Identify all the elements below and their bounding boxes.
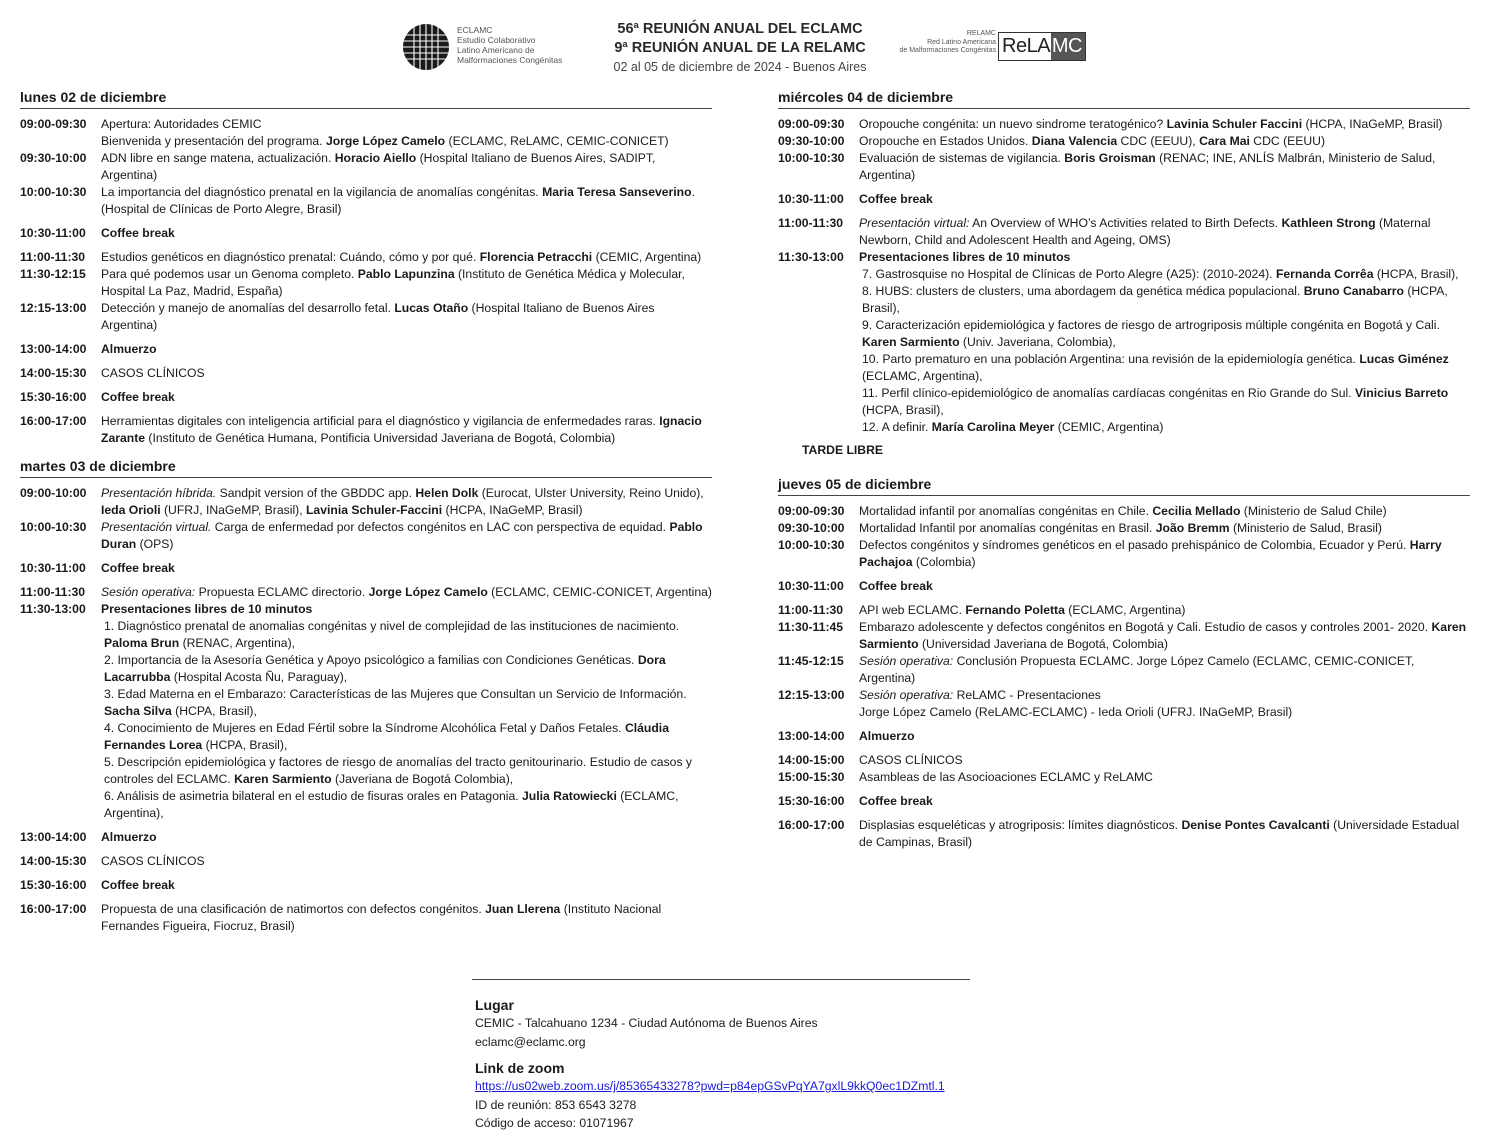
speaker-name: Diana Valencia [1031,134,1118,148]
time-slot: 16:00-17:00 [778,818,845,832]
speaker-name: Karen Sarmiento [234,772,332,786]
presentation-item: 3. Edad Materna en el Embarazo: Características de las Mujeres que Consultan un Servicio de Información. Sacha Silva (HCPA, Brasil), [104,687,687,718]
time-slot: 10:30-11:00 [20,226,86,240]
session-desc [101,601,712,822]
schedule-row [778,116,1470,133]
break-label: Coffee break [101,878,175,892]
schedule-row [20,853,712,870]
session-desc [859,249,1470,436]
schedule-row [778,769,1470,786]
session-heading: Presentaciones libres de 10 minutos [859,250,1071,264]
speaker-name: Ieda Orioli [101,503,161,517]
day-miercoles [778,88,1470,459]
session-desc [859,728,1470,745]
speaker-name: Pablo Duran [101,520,703,551]
venue-footer [472,979,970,1133]
relamc-logo-line: RELAMC [966,30,996,37]
speaker-name: Cara Mai [1199,134,1250,148]
speaker-name: João Bremm [1155,521,1230,535]
break-label: Coffee break [101,226,175,240]
speaker-name: Boris Groisman [1064,151,1156,165]
time-slot: 10:00-10:30 [778,538,845,552]
day-martes [20,457,712,935]
day-title: miércoles 04 de diciembre [778,88,1470,109]
session-desc: Sesión operativa: ReLAMC - Presentaciones Jorge López Camelo (ReLAMC-ECLAMC) - Ieda Orioli (UFRJ. INaGeMP, Brasil) [859,687,1470,721]
session-desc [101,829,712,846]
presentation-item: 4. Conocimiento de Mujeres en Edad Fértil sobre la Síndrome Alcohólica Fetal y Daños Fetales. Cláudia Fernandes Lorea (HCPA, Brasil), [104,721,669,752]
time-slot: 14:00-15:00 [778,753,845,767]
speaker-name: Dora Lacarrubba [104,653,666,684]
schedule-row [20,519,712,553]
zoom-link[interactable]: https://us02web.zoom.us/j/85365433278?pwd=p84epGSvPqYA7gxlL9kkQ0ec1DZmtl.1 [475,1079,945,1093]
speaker-name: Bruno Canabarro [1303,284,1404,298]
speaker-name: Fernando Poletta [965,603,1065,617]
speaker-name: Jorge López Camelo [325,134,446,148]
schedule-row [20,413,712,447]
session-desc: Estudios genéticos en diagnóstico prenatal: Cuándo, cómo y por qué. Florencia Petracchi (CEMIC, Argentina) [101,250,702,264]
session-desc: CASOS CLÍNICOS [101,366,205,380]
speaker-name: Karen Sarmiento [859,620,1467,651]
time-slot: 15:00-15:30 [778,770,845,784]
day-title: jueves 05 de diciembre [778,475,1470,496]
eclamc-logo-line: Latino Americano de [457,45,535,55]
schedule-row [778,578,1470,595]
speaker-name: Lucas Giménez [1359,352,1449,366]
presentation-item: 7. Gastrosquise no Hospital de Clínicas de Porto Alegre (A25): (2010-2024). Fernanda Corrêa (HCPA, Brasil), [862,267,1459,281]
schedule-row [778,728,1470,745]
time-slot: 11:00-11:30 [20,585,86,599]
time-slot: 11:45-12:15 [778,654,844,668]
session-desc: Para qué podemos usar un Genoma completo. Pablo Lapunzina (Instituto de Genética Médica y Molecular, Hospital La Paz, Madrid, España) [101,267,685,298]
schedule-row [778,817,1470,851]
break-label: Almuerzo [101,830,157,844]
time-slot: 09:30-10:00 [778,521,845,535]
relamc-logo-word: ReLA [1002,35,1051,57]
session-desc [859,578,1470,595]
presentation-item: 1. Diagnóstico prenatal de anomalias congénitas y nivel de complejidad de las instituciones de nacimiento. Paloma Brun (RENAC, Argentina), [104,619,680,650]
time-slot: 14:00-15:30 [20,854,87,868]
page-header [0,18,1495,78]
relamc-logo-line: Red Latino Americana [927,38,996,46]
session-desc: Herramientas digitales con inteligencia artificial para el diagnóstico y vigilancia de enfermedades raras. Ignacio Zarante (Instituto de Genética Humana, Pontificia Universidad Javeriana de Bogotá, Colombia) [101,414,702,445]
session-desc [101,116,712,150]
schedule-row [20,225,712,242]
presentation-item: 5. Descripción epidemiológica y factores de riesgo de anomalías del tracto genitourinario. Estudio de casos y controles del ECLAMC. Karen Sarmiento (Javeriana de Bogotá Colombia), [104,755,693,786]
schedule-row [20,485,712,519]
schedule-row [20,300,712,334]
time-slot: 11:00-11:30 [20,250,86,264]
schedule-row [778,537,1470,571]
session-desc: API web ECLAMC. Fernando Poletta (ECLAMC, Argentina) [859,603,1186,617]
time-slot: 11:30-11:45 [778,620,844,634]
eclamc-logo-line: ECLAMC [457,25,493,35]
time-slot: 09:30-10:00 [20,151,87,165]
speaker-name: Lucas Otaño [394,301,469,315]
session-text: Bienvenida y presentación del programa. Jorge López Camelo (ECLAMC, ReLAMC, CEMIC-CONICET) [101,134,669,148]
eclamc-logo-line: Estudio Colaborativo [457,35,536,45]
session-desc: Evaluación de sistemas de vigilancia. Boris Groisman (RENAC; INE, ANLÍS Malbrán, Ministerio de Salud, Argentina) [859,151,1436,182]
time-slot: 09:00-09:30 [778,504,845,518]
break-label: Almuerzo [859,729,915,743]
relamc-logo-line: de Malformaciones Congénitas [899,47,996,54]
break-label: Coffee break [101,390,175,404]
time-slot: 11:30-12:15 [20,267,86,281]
session-desc: ADN libre en sange matena, actualización. Horacio Aiello (Hospital Italiano de Buenos Aires, SADIPT, Argentina) [101,151,656,182]
schedule-row [20,116,712,150]
schedule-row [778,602,1470,619]
time-slot: 11:00-11:30 [778,216,844,230]
schedule-row [778,191,1470,208]
time-slot: 12:15-13:00 [20,301,87,315]
free-afternoon-label: TARDE LIBRE [802,443,884,457]
schedule-row [20,901,712,935]
session-desc: Asambleas de las Asocioaciones ECLAMC y ReLAMC [859,770,1153,784]
presentation-item: 6. Análisis de asimetria bilateral en el estudio de fisuras orales en Patagonia. Julia Ratowiecki (ECLAMC, Argentina), [104,789,679,820]
time-slot: 14:00-15:30 [20,366,87,380]
time-slot: 10:00-10:30 [20,185,87,199]
speaker-name: Karen Sarmiento [862,335,960,349]
presentation-item: 2. Importancia de la Asesoría Genética y Apoyo psicológico a familias con Condiciones Genéticas. Dora Lacarrubba (Hospital Acosta Ñu, Paraguay), [104,653,666,684]
schedule-row [20,341,712,358]
eclamc-logo-text [457,25,562,65]
break-label: Coffee break [859,579,933,593]
schedule-row [20,829,712,846]
presentation-item: 9. Caracterización epidemiológica y factores de riesgo de artrogriposis múltiple congénita en Bogotá y Cali. Karen Sarmiento (Univ. Javeriana, Colombia), [862,318,1440,349]
schedule-row [778,133,1470,150]
session-desc [101,877,712,894]
session-text: Apertura: Autoridades CEMIC [101,117,262,131]
contact-email[interactable]: eclamc@eclamc.org [475,1034,586,1049]
title-block [590,20,890,76]
time-slot: 13:00-14:00 [20,342,87,356]
schedule-row [20,266,712,300]
speaker-name: Lavinia Schuler-Faccini [305,503,443,517]
schedule-row [778,520,1470,537]
speaker-name: Maria Teresa Sanseverino [542,185,692,199]
time-slot: 10:30-11:00 [778,579,844,593]
session-desc: Oropouche en Estados Unidos. Diana Valencia CDC (EEUU), Cara Mai CDC (EEUU) [859,134,1326,148]
access-code: Código de acceso: 01071967 [475,1116,634,1130]
right-column [778,88,1470,861]
relamc-logo-word-inverse: MC [1051,33,1085,60]
time-slot: 10:00-10:30 [20,520,87,534]
session-desc: Mortalidad infantil por anomalías congénitas en Chile. Cecilia Mellado (Ministerio de Salud Chile) [859,504,1387,518]
session-desc [859,793,1470,810]
left-column [20,88,712,945]
session-desc [101,389,712,406]
schedule-row [20,601,712,822]
time-slot: 13:00-14:00 [20,830,87,844]
session-desc: Embarazo adolescente y defectos congénitos en Bogotá y Cali. Estudio de casos y controles 2001- 2020. Karen Sarmiento (Universidad Javeriana de Bogotá, Colombia) [859,620,1467,651]
time-slot: 15:30-16:00 [20,390,87,404]
zoom-heading: Link de zoom [475,1060,565,1076]
time-slot: 11:00-11:30 [778,603,844,617]
schedule-row [20,877,712,894]
speaker-name: Lavinia Schuler Faccini [1166,117,1303,131]
day-title: lunes 02 de diciembre [20,88,712,109]
schedule-row [20,150,712,184]
schedule-row [20,560,712,577]
session-desc: Presentación híbrida. Sandpit version of the GBDDC app. Helen Dolk (Eurocat, Ulster University, Reino Unido), Ieda Orioli (UFRJ, INaGeMP, Brasil), Lavinia Schuler-Faccini (HCPA, INaGeMP, Brasil) [101,486,704,517]
speaker-name: Juan Llerena [485,902,561,916]
schedule-row [20,365,712,382]
session-desc [101,341,712,358]
eclamc-logo-line: Malformaciones Congénitas [457,55,563,65]
schedule-row [778,687,1470,721]
time-slot: 16:00-17:00 [20,414,87,428]
speaker-name: Julia Ratowiecki [522,789,617,803]
session-desc: Mortalidad Infantil por anomalías congénitas en Brasil. João Bremm (Ministerio de Salud, Brasil) [859,521,1382,535]
session-desc: Sesión operativa: Propuesta ECLAMC directorio. Jorge López Camelo (ECLAMC, CEMIC-CONICET, Argentina) [101,585,712,599]
time-slot: 15:30-16:00 [20,878,87,892]
session-desc: Defectos congénitos y síndromes genéticos en el pasado prehispánico de Colombia, Ecuador y Perú. Harry Pachajoa (Colombia) [859,538,1442,569]
presentation-item: 12. A definir. María Carolina Meyer (CEMIC, Argentina) [862,420,1164,434]
time-slot: 15:30-16:00 [778,794,845,808]
speaker-name: Vinicius Barreto [1354,386,1449,400]
session-desc: Propuesta de una clasificación de natimortos con defectos congénitos. Juan Llerena (Instituto Nacional Fernandes Figueira, Fiocruz, Brasil) [101,902,662,933]
presentation-item: 8. HUBS: clusters de clusters, uma abordagem da genética médica populacional. Bruno Canabarro (HCPA, Brasil), [862,284,1448,315]
time-slot: 09:00-10:00 [20,486,87,500]
time-slot: 10:00-10:30 [778,151,845,165]
speaker-name: Jorge López Camelo [368,585,488,599]
schedule-row [778,215,1470,249]
session-desc: Displasias esqueléticas y atrogriposis: límites diagnósticos. Denise Pontes Cavalcanti (Universidade Estadual de Campinas, Brasil) [859,818,1460,849]
break-label: Coffee break [859,192,933,206]
day-title: martes 03 de diciembre [20,457,712,478]
session-desc: CASOS CLÍNICOS [101,854,205,868]
schedule-row [778,503,1470,520]
speaker-name: Ignacio Zarante [101,414,702,445]
schedule-row [778,249,1470,436]
day-lunes [20,88,712,447]
session-desc [101,225,712,242]
speaker-name: Paloma Brun [104,636,180,650]
event-dates: 02 al 05 de diciembre de 2024 - Buenos Aires [613,60,867,74]
session-desc: Detección y manejo de anomalías del desarrollo fetal. Lucas Otaño (Hospital Italiano de Buenos Aires Argentina) [101,301,655,332]
session-text: Jorge López Camelo (ReLAMC-ECLAMC) - Ieda Orioli (UFRJ. INaGeMP, Brasil) [859,705,1293,719]
speaker-name: Helen Dolk [415,486,479,500]
speaker-name: Harry Pachajoa [859,538,1442,569]
time-slot: 12:15-13:00 [778,688,845,702]
speaker-name: Denise Pontes Cavalcanti [1181,818,1330,832]
session-desc: CASOS CLÍNICOS [859,753,963,767]
session-desc: Presentación virtual: An Overview of WHO’s Activities related to Birth Defects. Kathleen Strong (Maternal Newborn, Child and Adolescent Health and Ageing, OMS) [859,216,1431,247]
time-slot: 10:30-11:00 [778,192,844,206]
speaker-name: Kathleen Strong [1281,216,1376,230]
session-desc: La importancia del diagnóstico prenatal en la vigilancia de anomalías congénitas. Maria Teresa Sanseverino. (Hospital de Clínicas de Porto Alegre, Brasil) [101,185,695,216]
eclamc-logo [402,23,572,71]
schedule-row [778,619,1470,653]
session-desc: Oropouche congénita: un nuevo sindrome teratogénico? Lavinia Schuler Faccini (HCPA, INaGeMP, Brasil) [859,117,1443,131]
schedule-row [20,249,712,266]
meeting-id: ID de reunión: 853 6543 3278 [475,1097,637,1112]
title-eclamc: 56ª REUNIÓN ANUAL DEL ECLAMC [617,21,863,37]
schedule-row [20,584,712,601]
time-slot: 09:00-09:30 [778,117,845,131]
time-slot: 13:00-14:00 [778,729,845,743]
time-slot: 09:00-09:30 [20,117,87,131]
venue-heading: Lugar [475,997,514,1013]
relamc-logo-box [998,32,1086,61]
globe-icon [402,23,450,71]
relamc-logo [885,26,1090,66]
speaker-name: Horacio Aiello [334,151,417,165]
schedule-row [778,150,1470,184]
session-desc [101,560,712,577]
session-desc: Sesión operativa: Conclusión Propuesta ECLAMC. Jorge López Camelo (ECLAMC, CEMIC-CONICET, Argentina) [859,654,1415,685]
relamc-logo-text [900,30,997,56]
presentation-item: 10. Parto prematuro en una población Argentina: una revisión de la epidemiología genética. Lucas Giménez (ECLAMC, Argentina), [862,352,1449,383]
venue-address: CEMIC - Talcahuano 1234 - Ciudad Autónoma de Buenos Aires [475,1016,818,1030]
time-slot: 10:30-11:00 [20,561,86,575]
break-label: Coffee break [859,794,933,808]
schedule-row [778,653,1470,687]
time-slot: 11:30-13:00 [20,602,86,616]
presentation-item: 11. Perfil clínico-epidemiológico de anomalías cardíacas congénitas en Rio Grande do Sul. Vinicius Barreto (HCPA, Brasil), [862,386,1449,417]
speaker-name: Fernanda Corrêa [1275,267,1374,281]
session-desc [859,191,1470,208]
time-slot: 09:30-10:00 [778,134,845,148]
speaker-name: Cláudia Fernandes Lorea [104,721,669,752]
schedule-row [20,184,712,218]
day-jueves [778,475,1470,851]
schedule-row [778,793,1470,810]
schedule-row [778,752,1470,769]
speaker-name: Sacha Silva [104,704,172,718]
schedule-row [20,389,712,406]
session-heading: Presentaciones libres de 10 minutos [101,602,313,616]
break-label: Almuerzo [101,342,157,356]
speaker-name: Florencia Petracchi [479,250,593,264]
speaker-name: Pablo Lapunzina [357,267,455,281]
speaker-name: María Carolina Meyer [931,420,1055,434]
time-slot: 11:30-13:00 [778,250,844,264]
time-slot: 16:00-17:00 [20,902,87,916]
session-desc: Presentación virtual. Carga de enfermedad por defectos congénitos en LAC con perspectiva de equidad. Pablo Duran (OPS) [101,520,703,551]
speaker-name: Cecilia Mellado [1152,504,1241,518]
title-relamc: 9ª REUNIÓN ANUAL DE LA RELAMC [614,40,866,56]
break-label: Coffee break [101,561,175,575]
